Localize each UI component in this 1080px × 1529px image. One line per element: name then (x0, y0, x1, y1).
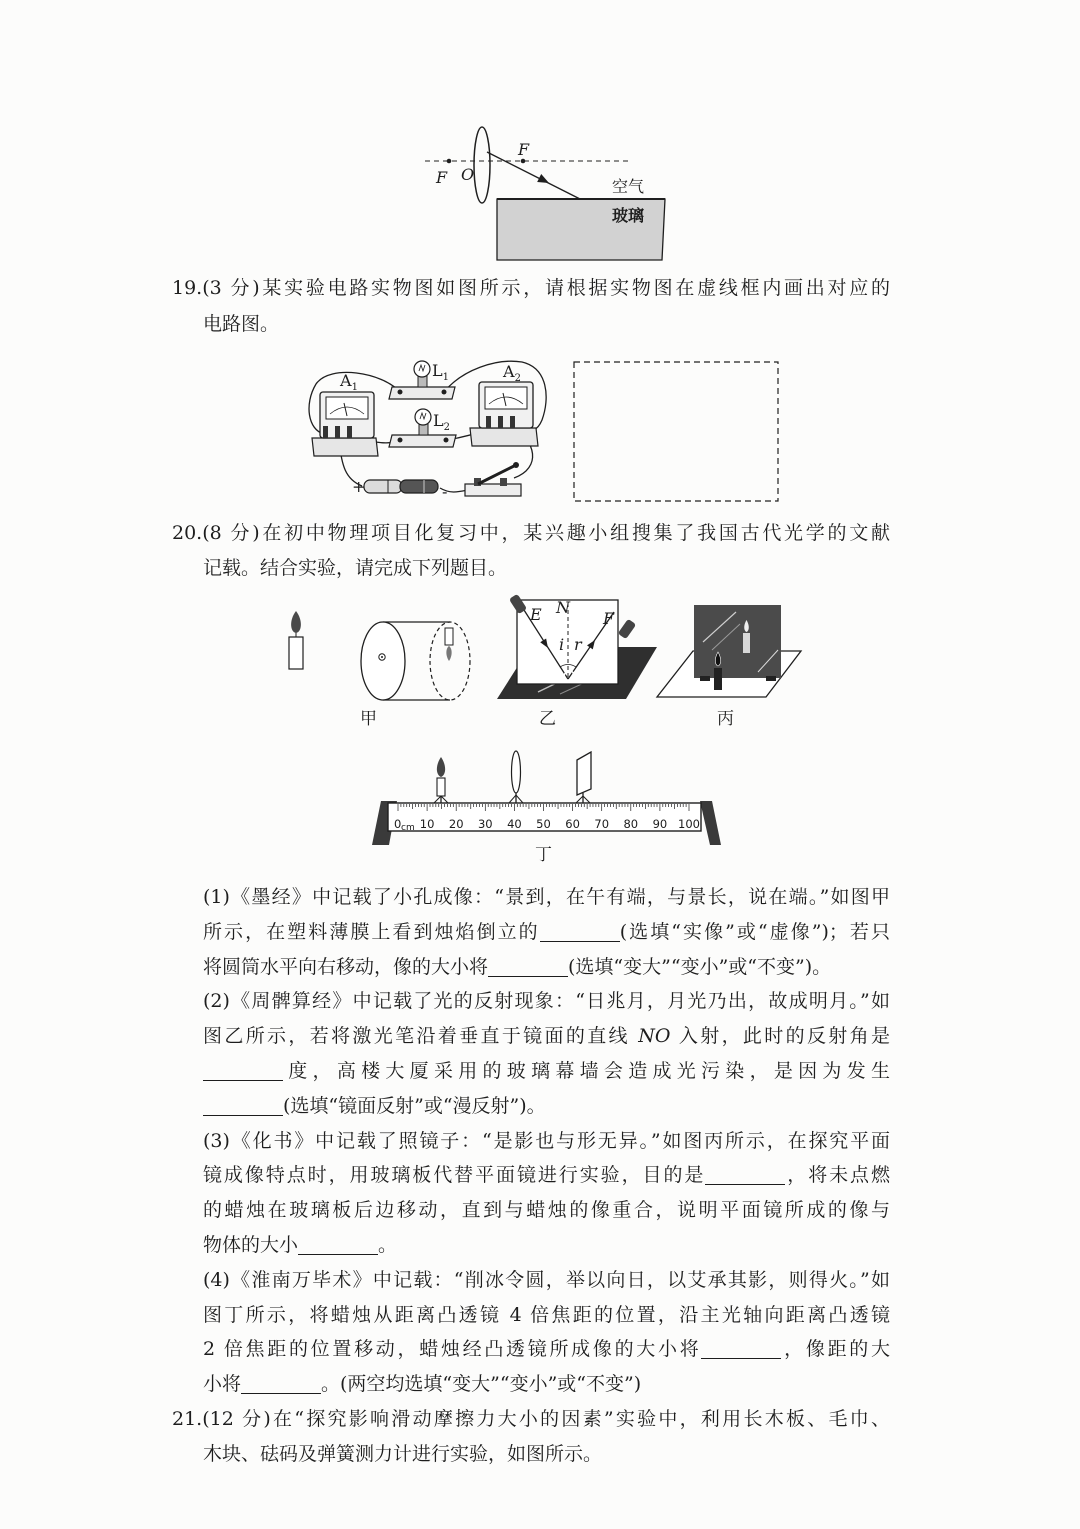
scale-tick-label: 20 (448, 817, 464, 831)
caption-bing: 丙 (717, 709, 734, 729)
scale-tick-label: 80 (623, 817, 639, 831)
question-20-part-3 (203, 1124, 890, 1263)
label-n: N (556, 598, 570, 617)
circuit-figure (309, 361, 778, 501)
text-line (203, 880, 890, 915)
text-line (203, 1158, 890, 1193)
question-20-part-1 (203, 880, 890, 984)
text-segment: 。(两空均选填“变大”“变小”或“不变”) (321, 1373, 642, 1396)
text-line (172, 551, 890, 586)
text-segment: 20.(8 分)在初中物理项目化复习中，某兴趣小组搜集了我国古代光学的文献 (172, 522, 890, 544)
text-segment: 将圆筒水平向右移动，像的大小将 (203, 955, 489, 978)
text-segment: ，将未点燃 (785, 1164, 890, 1187)
focal-point-left (447, 159, 452, 164)
text-segment: 小将 (203, 1373, 242, 1396)
label-f: F (603, 609, 615, 628)
text-segment: (2)《周髀算经》中记载了光的反射现象：“日兆月，月光乃出，故成明月。”如 (203, 990, 890, 1013)
text-line (203, 1228, 890, 1263)
question-20-parts-and-21 (172, 880, 890, 1472)
knife-switch (465, 462, 521, 496)
text-segment: (选填“变大”“变小”或“不变”)。 (568, 955, 832, 978)
air-label: 空气 (612, 177, 645, 196)
ammeter-a2 (470, 382, 538, 446)
answer-blank[interactable] (705, 1166, 785, 1185)
scale-tick-label: 70 (594, 817, 610, 831)
lens-refraction-figure (425, 127, 665, 260)
text-segment: 图乙所示，若将激光笔沿着垂直于镜面的直线 (203, 1025, 639, 1048)
text-segment: 镜成像特点时，用玻璃板代替平面镜进行实验，目的是 (203, 1164, 706, 1187)
flame-icon (291, 611, 301, 633)
laser-pen-icon (618, 619, 637, 639)
text-segment: 21.(12 分)在“探究影响滑动摩擦力大小的因素”实验中，利用长木板、毛巾、 (172, 1407, 890, 1430)
text-line (172, 1402, 890, 1437)
question-21 (172, 1402, 890, 1472)
text-line (203, 984, 890, 1019)
battery-minus-label: - (442, 482, 448, 501)
bench-leg-right (700, 801, 721, 845)
text-line (203, 1193, 890, 1228)
ray-arrow-icon (537, 174, 551, 187)
text-segment: 物体的大小 (203, 1233, 299, 1256)
text-line (172, 306, 890, 342)
label-e: E (530, 605, 542, 624)
scale-unit: cm (401, 823, 415, 833)
answer-blank[interactable] (203, 1097, 283, 1116)
bench-lens (512, 751, 521, 793)
candle-image-behind (743, 633, 750, 653)
convex-lens (474, 127, 490, 203)
text-segment: (4)《淮南万毕术》中记载：“削冰令圆，举以向日，以艾承其影，则得火。”如 (203, 1268, 890, 1291)
scale-tick-label: 100 (678, 817, 700, 831)
text-line (203, 1054, 890, 1089)
text-line (203, 1367, 890, 1402)
label-r: r (574, 635, 582, 654)
optical-center-label: O (461, 165, 475, 184)
answer-blank[interactable] (203, 1062, 283, 1081)
text-line (203, 1124, 890, 1159)
question-20-part-2 (203, 984, 890, 1123)
text-line (203, 950, 890, 985)
text-segment: 图丁所示，将蜡烛从距离凸透镜 4 倍焦距的位置，沿主光轴向距离凸透镜 (203, 1303, 890, 1326)
text-segment: 所示，在塑料薄膜上看到烛焰倒立的 (203, 920, 540, 943)
scale-tick-label: 60 (565, 817, 580, 831)
text-segment: 度，高楼大厦采用的玻璃幕墙会造成光污染，是因为发生 (283, 1059, 890, 1082)
figure-bing (657, 605, 801, 729)
glass-plate (694, 605, 781, 678)
light-screen (577, 752, 591, 795)
figure-ding (372, 751, 721, 865)
figure-yi (497, 594, 657, 729)
text-segment: 木块、砝码及弹簧测力计进行实验，如图所示。 (203, 1442, 603, 1465)
cylinder-hole-end (361, 622, 405, 700)
text-line (172, 270, 890, 306)
answer-dashed-box[interactable] (574, 362, 778, 501)
question-20 (172, 516, 890, 586)
question-19 (172, 270, 890, 342)
text-line (172, 1437, 890, 1472)
text-segment: 2 倍焦距的位置移动，蜡烛经凸透镜所成像的大小将 (203, 1338, 702, 1361)
flame-icon (437, 757, 445, 777)
scale-tick-label: 30 (477, 817, 493, 831)
text-segment: 的蜡烛在玻璃板后边移动，直到与蜡烛的像重合，说明平面镜所成的像与 (203, 1199, 890, 1222)
battery (364, 480, 438, 493)
glass-label: 玻璃 (612, 206, 645, 225)
text-line (203, 1298, 890, 1333)
caption-jia: 甲 (360, 709, 377, 729)
focal-label-right: F (518, 140, 530, 159)
text-segment: (3)《化书》中记载了照镜子：“是影也与形无异。”如图丙所示，在探究平面 (203, 1129, 890, 1152)
text-line (203, 915, 890, 950)
scale-tick-label: 40 (507, 817, 522, 831)
text-line (203, 1019, 890, 1054)
bulb-l1-label: $L_1$ (432, 361, 449, 383)
text-line (172, 516, 890, 551)
text-line (203, 1332, 890, 1367)
text-segment: (选填“实像”或“虚像”)；若只 (619, 920, 890, 943)
answer-blank[interactable] (298, 1236, 378, 1255)
text-line (203, 1089, 890, 1124)
caption-yi: 乙 (539, 709, 556, 729)
answer-blank[interactable] (540, 923, 620, 942)
text-segment: 记载。结合实验，请完成下列题目。 (203, 557, 508, 579)
battery-plus-label: + (352, 477, 366, 496)
text-segment: ，像距的大 (781, 1338, 890, 1361)
figure-jia (289, 611, 470, 729)
answer-blank[interactable] (701, 1340, 781, 1359)
focal-label-left: F (436, 168, 448, 187)
scale-tick-label: 0 (394, 817, 402, 831)
text-segment: (1)《墨经》中记载了小孔成像：“景到，在午有端，与景长，说在端。”如图甲 (203, 886, 890, 908)
answer-blank[interactable] (241, 1375, 321, 1394)
ammeter-a2-label: $A_2$ (503, 362, 521, 384)
text-segment: (选填“镜面反射”或“漫反射”)。 (283, 1094, 546, 1117)
bench-candle (437, 778, 445, 796)
text-segment: 19.(3 分)某实验电路实物图如图所示，请根据实物图在虚线框内画出对应的 (172, 277, 890, 299)
question-20-part-4 (203, 1263, 890, 1402)
light-ray (487, 152, 580, 199)
text-segment: 。 (378, 1233, 398, 1256)
answer-blank[interactable] (488, 958, 568, 977)
ammeter-a1-label: $A_1$ (340, 371, 358, 393)
label-o: O (562, 667, 576, 686)
scale-tick-label: 90 (652, 817, 668, 831)
candle (289, 637, 303, 669)
text-segment: 入射，此时的反射角是 (670, 1025, 890, 1048)
ammeter-a1 (312, 392, 378, 456)
focal-point-right (521, 159, 526, 164)
scale-tick-label: 10 (419, 817, 435, 831)
inverted-image (445, 628, 453, 645)
text-segment: 电路图。 (203, 313, 280, 335)
scale-tick-label: 50 (536, 817, 551, 831)
bulb-l2-label: $L_2$ (433, 411, 450, 433)
text-line (203, 1263, 890, 1298)
label-i: i (559, 635, 565, 654)
caption-ding: 丁 (535, 845, 552, 865)
italic-symbol: NO (638, 1025, 671, 1048)
candle-front (714, 668, 722, 690)
